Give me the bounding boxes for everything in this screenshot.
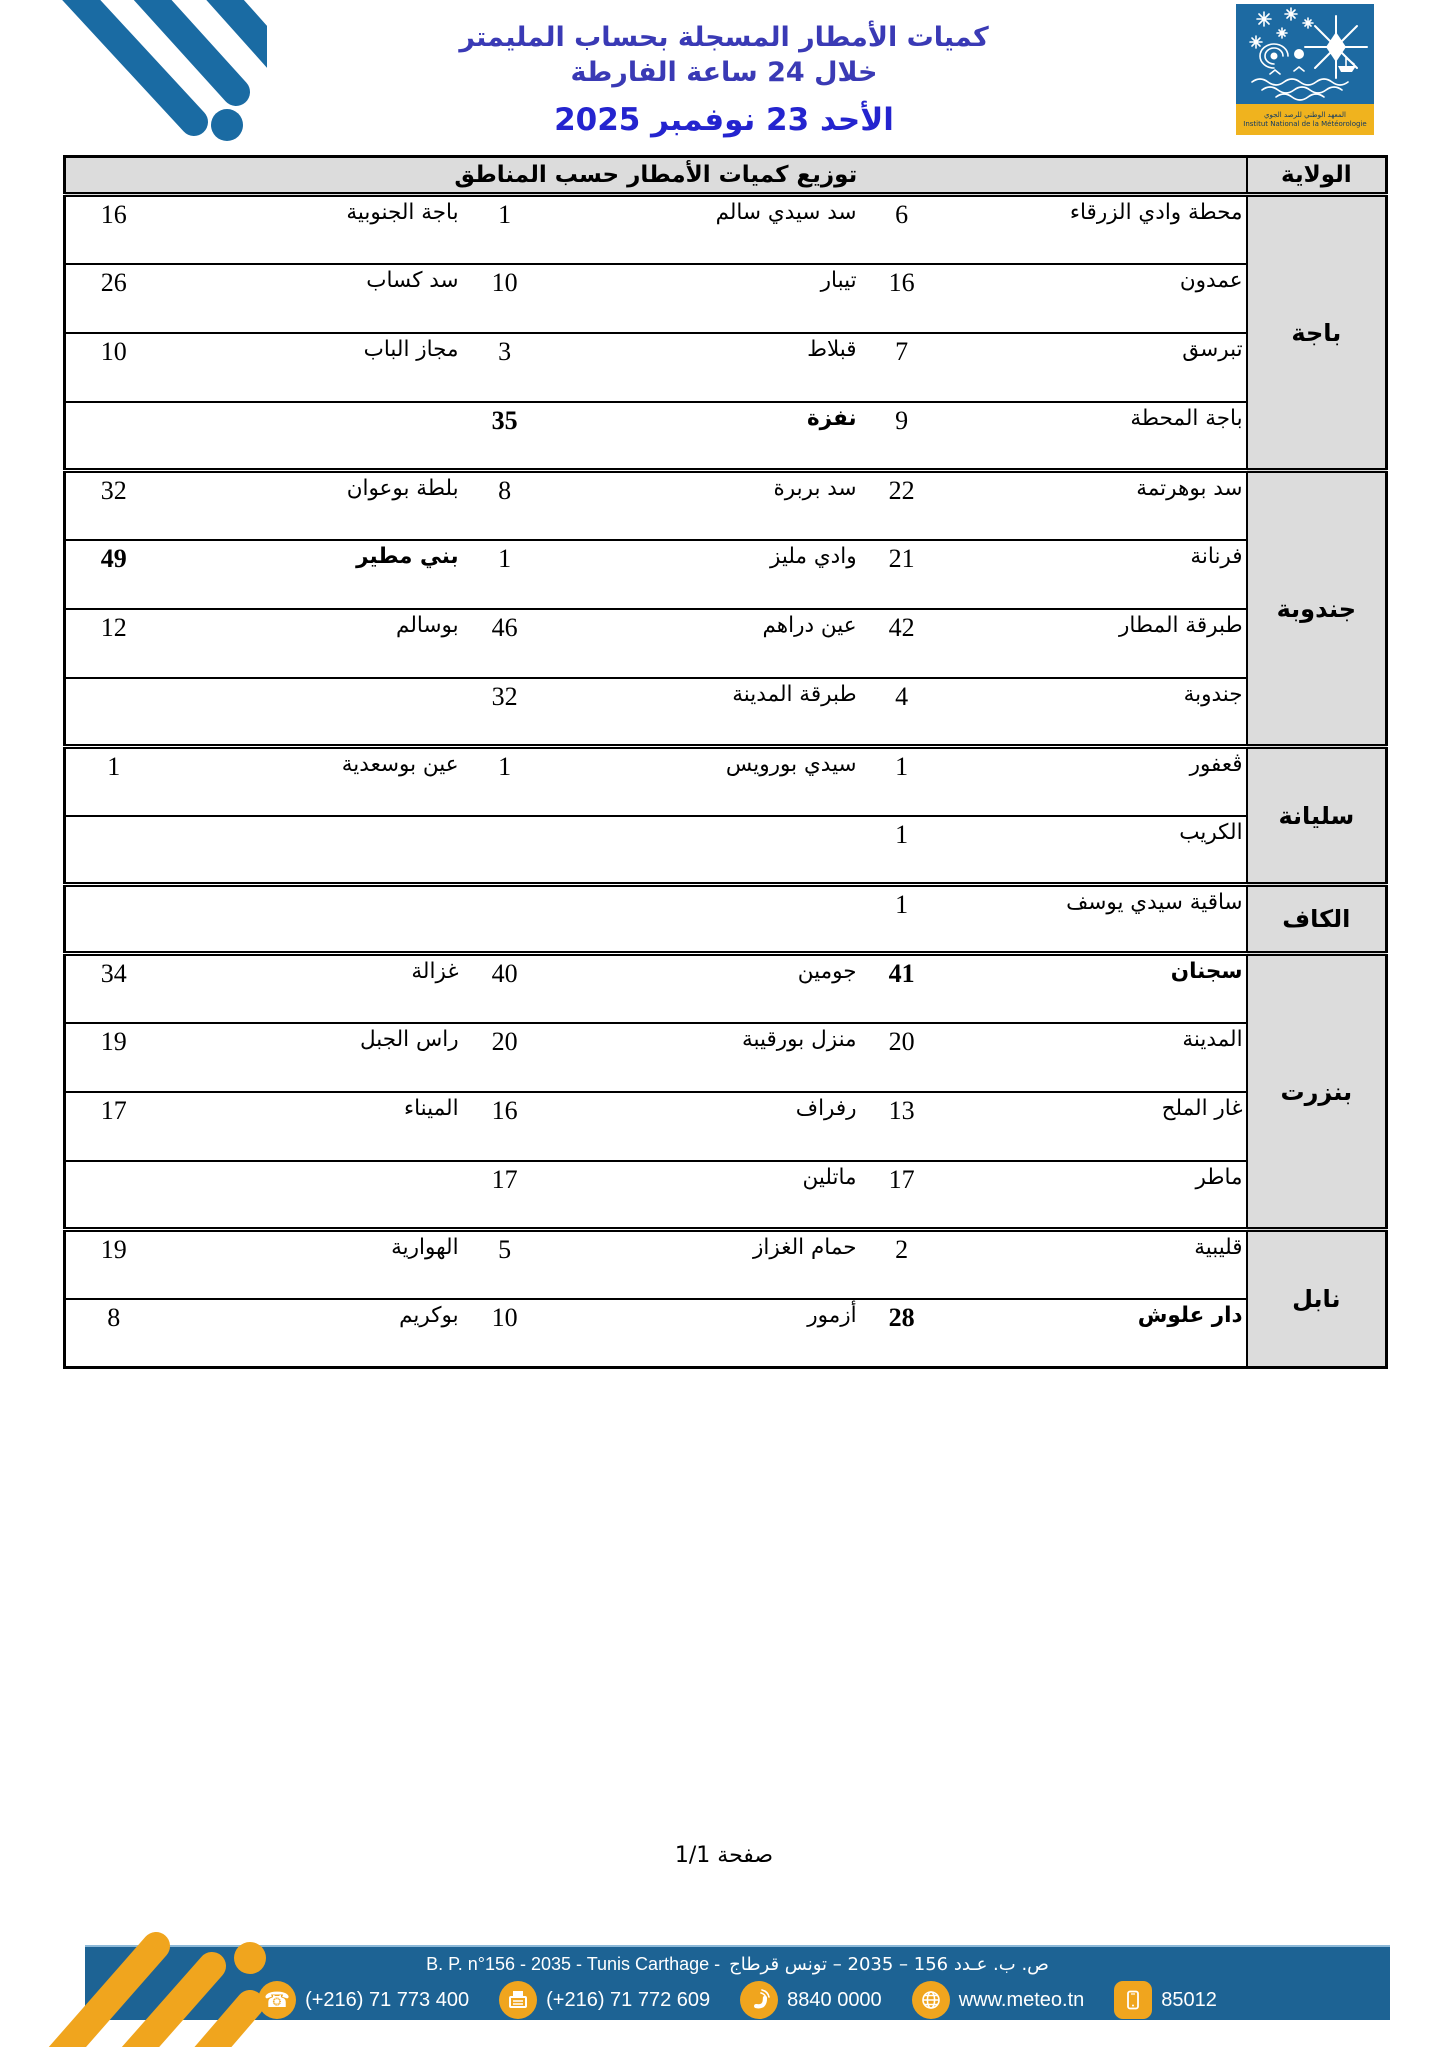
table-row <box>65 1023 1387 1092</box>
value-cell: 1 <box>895 819 909 849</box>
value-cell: 1 <box>895 752 909 781</box>
value-cell: 20 <box>491 1026 518 1056</box>
value-cell: 12 <box>100 612 127 642</box>
station-cell: محطة وادي الزرقاء <box>1069 200 1243 225</box>
station-cell: باجة الجنوبية <box>346 200 459 225</box>
wilaya-column-header: الولاية <box>1247 157 1387 195</box>
station-cell: فرنانة <box>1190 543 1243 569</box>
station-cell: عمدون <box>1179 267 1243 293</box>
emblem-caption-ar: المعهد الوطني للرصد الجوي <box>1264 110 1346 119</box>
station-cell: بوكريم <box>399 1302 459 1328</box>
value-cell: 8 <box>498 476 512 505</box>
rain-stripes-yellow-icon <box>38 1912 338 2047</box>
station-cell: سجنان <box>1170 959 1243 984</box>
station-cell: ماتلين <box>802 1164 857 1190</box>
value-cell: 6 <box>895 200 909 229</box>
value-cell: 9 <box>895 405 909 435</box>
value-cell: 20 <box>888 1026 915 1056</box>
station-cell: مجاز الباب <box>363 336 459 362</box>
value-cell: 1 <box>498 543 512 573</box>
value-cell: 42 <box>888 612 915 642</box>
value-cell: 10 <box>100 336 127 366</box>
report-date: الأحد 23 نوفمبر 2025 <box>554 102 894 138</box>
table-header-row <box>65 157 1387 195</box>
value-cell: 17 <box>100 1095 127 1125</box>
weather-emblem-icon <box>1236 4 1374 104</box>
station-cell: ماطر <box>1195 1164 1243 1190</box>
station-cell: سد كساب <box>366 267 459 293</box>
station-cell: قبلاط <box>807 336 857 362</box>
station-cell: الكريب <box>1179 819 1243 845</box>
station-cell <box>162 816 462 885</box>
value-cell: 26 <box>100 267 127 297</box>
value-cell: 2 <box>895 1235 909 1264</box>
contact-sms-label: 85012 <box>1161 1988 1217 2011</box>
value-cell: 17 <box>888 1164 915 1194</box>
rainfall-table <box>63 155 1388 1369</box>
value-cell: 10 <box>491 1302 518 1332</box>
distribution-column-header: توزيع كميات الأمطار حسب المناطق <box>65 157 1247 195</box>
station-cell: سد سيدي سالم <box>715 200 857 225</box>
station-cell: أزمور <box>807 1302 857 1328</box>
governorate-cell: الكاف <box>1247 885 1387 954</box>
handset-icon <box>740 1981 778 2019</box>
value-cell: 10 <box>491 267 518 297</box>
value-cell: 7 <box>895 336 909 366</box>
station-cell: جومين <box>797 959 857 984</box>
station-cell: سد بوهرتمة <box>1136 476 1243 501</box>
station-cell: بوسالم <box>396 612 459 638</box>
table-row <box>65 885 1387 954</box>
station-cell: طبرقة المدينة <box>732 681 857 707</box>
fax-icon <box>499 1981 537 2019</box>
station-cell: منزل بورقيبة <box>742 1026 857 1052</box>
table-row <box>65 402 1387 471</box>
table-row <box>65 816 1387 885</box>
station-cell: عين بوسعدية <box>341 752 459 777</box>
value-cell <box>65 402 162 471</box>
table-row <box>65 1161 1387 1230</box>
rain-table-body <box>65 195 1387 1368</box>
value-cell <box>65 816 162 885</box>
station-cell: غزالة <box>411 959 459 984</box>
value-cell: 16 <box>888 267 915 297</box>
governorate-cell: سليانة <box>1247 747 1387 885</box>
contact-callcenter-label: 8840 0000 <box>787 1988 882 2011</box>
table-row <box>65 333 1387 402</box>
globe-icon <box>912 1981 950 2019</box>
value-cell <box>65 678 162 747</box>
table-row <box>65 954 1387 1023</box>
inm-emblem-logo <box>1236 4 1374 135</box>
value-cell <box>65 885 162 954</box>
governorate-cell: بنزرت <box>1247 954 1387 1230</box>
station-cell <box>162 678 462 747</box>
governorate-cell: نابل <box>1247 1230 1387 1368</box>
contact-callcenter <box>740 1981 882 2019</box>
footer-address-ar: ص. ب. عـدد 156 – 2035 – تونس قرطاج <box>729 1954 1049 1975</box>
station-cell: دار علوش <box>1137 1302 1243 1328</box>
report-title-line2: خلال 24 ساعة الفارطة <box>570 57 878 88</box>
value-cell: 22 <box>888 476 915 505</box>
station-cell: راس الجبل <box>359 1026 459 1052</box>
station-cell: قليبية <box>1194 1235 1243 1260</box>
table-row <box>65 747 1387 816</box>
station-cell <box>162 402 462 471</box>
value-cell: 1 <box>895 890 909 919</box>
station-cell: الميناء <box>403 1095 459 1121</box>
station-cell: المدينة <box>1182 1026 1243 1052</box>
station-cell: ساقية سيدي يوسف <box>1066 890 1243 915</box>
table-row <box>65 195 1387 264</box>
footer-stripes-logo <box>38 1912 338 2048</box>
station-cell: سيدي بورويس <box>725 752 857 777</box>
page-number: صفحة 1/1 <box>674 1843 774 1868</box>
station-cell: رفراف <box>795 1095 857 1121</box>
station-cell: ڤعفور <box>1189 752 1243 777</box>
contact-phone-label: (+216) 71 773 400 <box>305 1988 470 2011</box>
report-title-block <box>0 20 1448 138</box>
value-cell: 3 <box>498 336 512 366</box>
value-cell: 5 <box>498 1235 512 1264</box>
station-cell: حمام الغزاز <box>753 1235 857 1260</box>
value-cell: 32 <box>491 681 518 711</box>
value-cell: 40 <box>491 959 518 988</box>
value-cell: 1 <box>498 200 512 229</box>
table-row <box>65 609 1387 678</box>
value-cell: 16 <box>100 200 127 229</box>
value-cell: 28 <box>888 1302 915 1332</box>
station-cell: نفزة <box>806 405 857 431</box>
value-cell: 49 <box>100 543 127 573</box>
station-cell: الهوارية <box>391 1235 459 1260</box>
value-cell: 19 <box>100 1235 127 1264</box>
station-cell: سد بربرة <box>773 476 857 501</box>
governorate-cell: باجة <box>1247 195 1387 471</box>
footer-address-fr: B. P. n°156 - 2035 - Tunis Carthage - <box>426 1954 721 1974</box>
station-cell: جندوبة <box>1183 681 1243 707</box>
station-cell: تبرسق <box>1182 336 1243 362</box>
station-cell: بني مطير <box>356 543 459 569</box>
value-cell: 46 <box>491 612 518 642</box>
emblem-artwork <box>1236 4 1374 104</box>
contact-website-label: www.meteo.tn <box>958 1988 1085 2011</box>
station-cell: طبرقة المطار <box>1118 612 1243 638</box>
station-cell: غار الملح <box>1161 1095 1243 1121</box>
table-row <box>65 540 1387 609</box>
contact-fax-label: (+216) 71 772 609 <box>546 1988 711 2011</box>
value-cell <box>462 816 548 885</box>
table-row <box>65 264 1387 333</box>
emblem-caption-fr: Institut National de la Météorologie <box>1243 119 1367 128</box>
value-cell: 32 <box>100 476 127 505</box>
station-cell <box>162 885 462 954</box>
station-cell: تيبار <box>820 267 857 293</box>
value-cell: 1 <box>498 752 512 781</box>
value-cell: 8 <box>107 1302 121 1332</box>
value-cell: 35 <box>491 405 518 435</box>
station-cell <box>548 885 860 954</box>
station-cell: بلطة بوعوان <box>346 476 459 501</box>
value-cell: 4 <box>895 681 909 711</box>
table-row <box>65 1299 1387 1368</box>
value-cell <box>462 885 548 954</box>
value-cell: 21 <box>888 543 915 573</box>
value-cell: 41 <box>888 959 915 988</box>
station-cell: وادي مليز <box>770 543 857 569</box>
station-cell: عين دراهم <box>762 612 857 638</box>
station-cell <box>162 1161 462 1230</box>
governorate-cell: جندوبة <box>1247 471 1387 747</box>
table-row <box>65 471 1387 540</box>
telephone-icon: ☎ <box>258 1981 296 2019</box>
value-cell: 16 <box>491 1095 518 1125</box>
station-cell: باجة المحطة <box>1130 405 1243 431</box>
value-cell: 17 <box>491 1164 518 1194</box>
table-row <box>65 1230 1387 1299</box>
emblem-caption-band <box>1236 104 1374 135</box>
mobile-icon <box>1114 1981 1152 2019</box>
value-cell <box>65 1161 162 1230</box>
report-title-line1: كميات الأمطار المسجلة بحساب المليمتر <box>459 22 989 53</box>
value-cell: 19 <box>100 1026 127 1056</box>
station-cell <box>548 816 860 885</box>
table-row <box>65 678 1387 747</box>
contact-website <box>912 1981 1085 2019</box>
value-cell: 13 <box>888 1095 915 1125</box>
contact-fax <box>499 1981 710 2019</box>
table-row <box>65 1092 1387 1161</box>
value-cell: 34 <box>100 959 127 988</box>
contact-sms <box>1114 1981 1217 2019</box>
value-cell: 1 <box>107 752 121 781</box>
